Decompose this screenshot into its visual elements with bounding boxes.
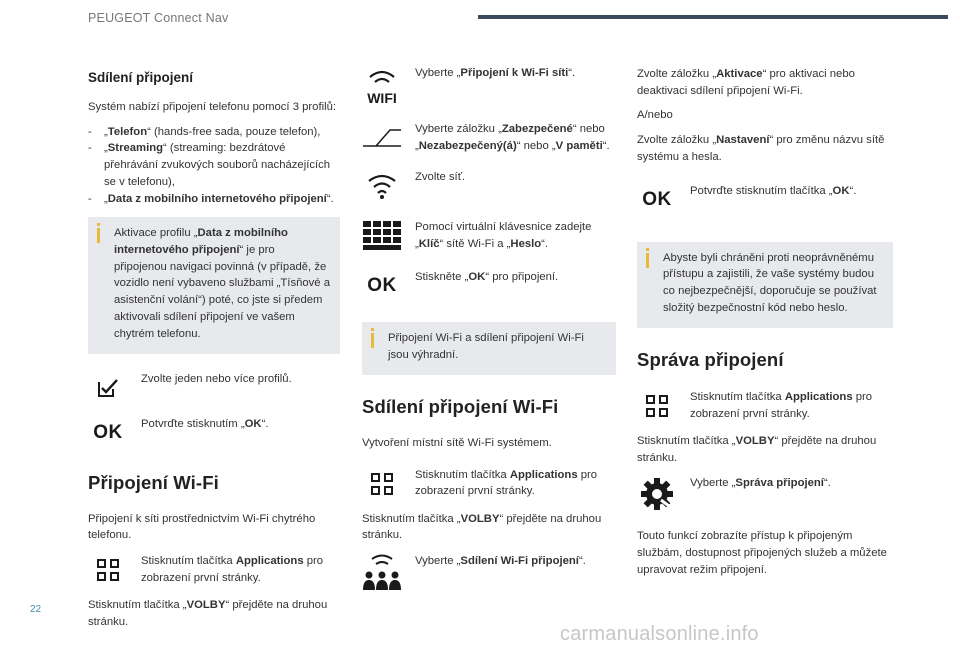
list-item: - „Data z mobilního internetového připojení“. — [88, 191, 340, 208]
volby-instruction: Stisknutím tlačítka „VOLBY“ přejděte na druhou stránku. — [637, 434, 877, 464]
wifi-intro: Připojení k síti prostřednictvím Wi-Fi chytrého telefonu. — [88, 512, 316, 542]
step-confirm-ok: OK Potvrďte stisknutím „OK“. — [88, 415, 340, 451]
step-ok-connect: OK Stiskněte „OK“ pro připojení. — [362, 268, 616, 304]
settings-text: Zvolte záložku „Nastavení“ pro změnu názvu sítě systému a hesla. — [637, 134, 885, 163]
applications-grid-icon — [362, 466, 402, 502]
heading-sprava-pripojeni: Správa připojení — [637, 349, 784, 371]
step-manage-connections: Vyberte „Správa připojení“. — [637, 474, 893, 514]
share-intro: Vytvoření místní sítě Wi-Fi systémem. — [362, 436, 552, 449]
tab-icon — [362, 120, 402, 156]
step-applications: Stisknutím tlačítka Applications pro zobrazení první stránky. — [362, 466, 616, 502]
info-icon — [646, 248, 649, 251]
profiles-intro: Systém nabízí připojení telefonu pomocí 3 profilů: — [88, 100, 337, 113]
volby-instruction: Stisknutím tlačítka „VOLBY“ přejděte na druhou stránku. — [362, 512, 602, 542]
manage-outro: Touto funkcí zobrazíte přístup k připojeným službám, dostupnost připojených služeb a můžete upravovat režim připojení. — [637, 530, 887, 576]
column-1 — [88, 60, 340, 639]
step-select-profiles: Zvolte jeden nebo více profilů. — [88, 370, 340, 406]
dash-bullet: - — [88, 192, 92, 205]
heading-sdileni-pripojeni: Sdílení připojení — [88, 70, 194, 85]
step-wifi-network: WIFI Vyberte „Připojení k Wi-Fi síti“. — [362, 64, 616, 106]
gear-settings-icon — [637, 474, 677, 514]
info-box-security: Abyste byli chráněni proti neoprávněnému přístupu a zajistili, že vaše systémy budou co nejbezpečnější, doporučuje se používat složitý bezpečnostní kód nebo heslo. — [637, 242, 893, 329]
ok-icon: OK — [642, 188, 672, 210]
ok-icon: OK — [93, 422, 123, 444]
applications-grid-icon — [88, 552, 128, 588]
dash-bullet: - — [88, 142, 92, 155]
heading-pripojeni-wifi: Připojení Wi-Fi — [88, 472, 219, 494]
header-bar — [478, 15, 948, 19]
volby-instruction: Stisknutím tlačítka „VOLBY“ přejděte na druhou stránku. — [88, 599, 328, 628]
applications-grid-icon — [637, 388, 677, 424]
info-icon — [97, 223, 100, 226]
column-3 — [637, 66, 893, 586]
step-applications: Stisknutím tlačítka Applications pro zobrazení první stránky. — [88, 552, 340, 588]
step-confirm-ok: OK Potvrďte stisknutím tlačítka „OK“. — [637, 182, 893, 218]
page-number: 22 — [30, 604, 42, 615]
info-icon — [371, 328, 374, 331]
step-select-network: Zvolte síť. — [362, 168, 616, 204]
step-share-wifi: Vyberte „Sdílení Wi-Fi připojení“. — [362, 552, 616, 592]
checkbox-check-icon — [88, 370, 128, 406]
heading-sdileni-wifi: Sdílení připojení Wi-Fi — [362, 396, 559, 418]
wifi-share-users-icon — [362, 552, 402, 592]
list-item: - „Streaming“ (streaming: bezdrátové přehrávání zvukových souborů nacházejících se v telefonu), — [88, 140, 340, 190]
info-box-data-profile: Aktivace profilu „Data z mobilního internetového připojení“ je pro připojenou navigaci povinná (v případě, že vozidlo není vybaveno službami „Tísňové a asistenční volání“) poté, co jste si předem aktivovali sdílení připojení ve vašem chytrém telefonu. — [88, 217, 340, 354]
column-2 — [362, 64, 616, 601]
wifi-signal-icon — [362, 168, 402, 204]
list-item: - „Telefon“ (hands-free sada, pouze telefon), — [88, 124, 340, 141]
wifi-icon — [362, 64, 402, 106]
ok-icon: OK — [367, 274, 397, 296]
profiles-list — [88, 124, 340, 208]
step-enter-key: Pomocí virtuální klávesnice zadejte „Klíč“ sítě Wi-Fi a „Heslo“. — [362, 218, 616, 254]
activation-text: Zvolte záložku „Aktivace“ pro aktivaci nebo deaktivaci sdílení připojení Wi-Fi. — [637, 68, 855, 97]
svg-text:WIFI: WIFI — [367, 90, 397, 105]
running-header: PEUGEOT Connect Nav — [88, 11, 229, 25]
step-security-tab: Vyberte záložku „Zabezpečené“ nebo „Nezabezpečený(á)“ nebo „V paměti“. — [362, 120, 616, 156]
keyboard-icon — [362, 218, 402, 254]
or-text: A/nebo — [637, 109, 673, 122]
step-applications: Stisknutím tlačítka Applications pro zobrazení první stránky. — [637, 388, 893, 424]
watermark: carmanualsonline.info — [560, 623, 759, 645]
info-box-exclusive: Připojení Wi-Fi a sdílení připojení Wi-Fi jsou výhradní. — [362, 322, 616, 375]
dash-bullet: - — [88, 125, 92, 138]
